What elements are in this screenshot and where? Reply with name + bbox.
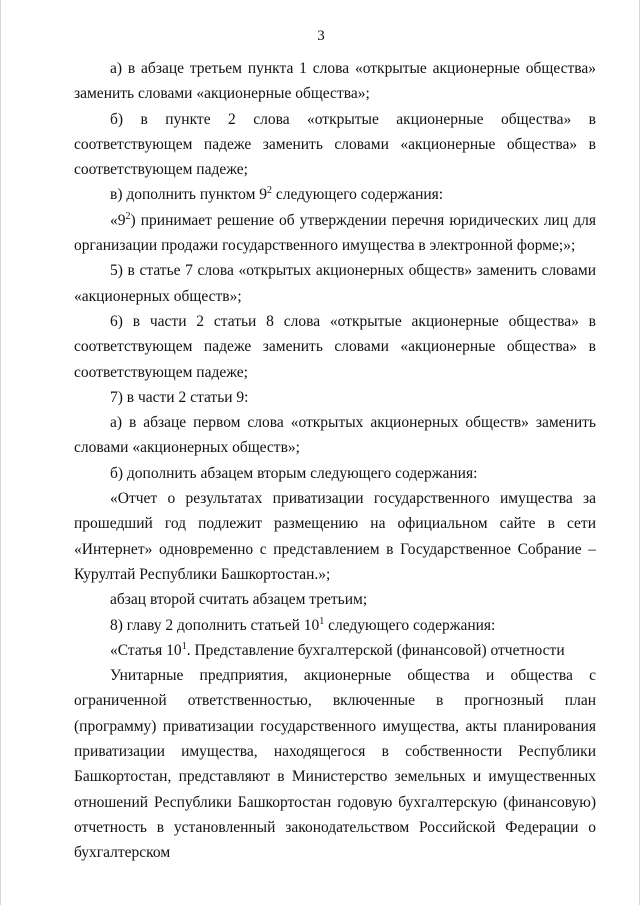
paragraph-text: следующего содержания: xyxy=(324,616,496,634)
paragraph-text: . Представление бухгалтерской (финансовой) отчетности xyxy=(186,641,565,659)
superscript: 1 xyxy=(319,615,325,627)
document-body xyxy=(74,56,596,866)
paragraph-text: 8) главу 2 дополнить статьей 10 xyxy=(110,616,320,634)
superscript: 2 xyxy=(267,185,272,197)
paragraph-text: Унитарные предприятия, акционерные общества и общества с ограниченной ответственностью, включенные в прогнозный план (программу) приватизации государственного имущества, акты планирования приватизации имущества, находящегося в собственности Республики Башкортостан, представляют в Министерство земельных и имущественных отношений Республики Башкортостан годовую бухгалтерскую (финансовую) отчетность в установленный законодательством Российской Федерации о бухгалтерском xyxy=(74,667,596,862)
paragraph-text: следующего содержания: xyxy=(272,186,444,204)
superscript: 1 xyxy=(181,640,187,652)
paragraph xyxy=(74,309,596,385)
paragraph-text: 7) в части 2 статьи 9: xyxy=(110,388,249,406)
paragraph xyxy=(74,56,596,107)
paragraph-text: а) в абзаце третьем пункта 1 слова «открытые акционерные общества» заменить словами «акционерные общества»; xyxy=(74,60,596,103)
superscript: 2 xyxy=(125,210,131,222)
paragraph xyxy=(74,410,596,461)
paragraph xyxy=(74,208,596,259)
paragraph-text: «9 xyxy=(110,211,126,229)
paragraph-text: а) в абзаце первом слова «открытых акционерных обществ» заменить словами «акционерных обществ»; xyxy=(74,414,596,457)
paragraph xyxy=(74,638,596,663)
paragraph xyxy=(74,613,596,638)
paragraph xyxy=(74,182,596,207)
paragraph-text: 5) в статье 7 слова «открытых акционерных обществ» заменить словами «акционерных обществ»; xyxy=(74,262,596,305)
paragraph xyxy=(74,107,596,183)
paragraph xyxy=(74,663,596,865)
paragraph xyxy=(74,587,596,612)
paragraph-text: в) дополнить пунктом 9 xyxy=(110,186,267,204)
paragraph-text: «Статья 10 xyxy=(110,641,182,659)
paragraph-text: абзац второй считать абзацем третьим; xyxy=(110,591,368,609)
paragraph xyxy=(74,258,596,309)
paragraph-text: «Отчет о результатах приватизации государственного имущества за прошедший год подлежит размещению на официальном сайте в сети «Интернет» одновременно с представлением в Государственное Собрание – Курултай Республики Башкортостан.»; xyxy=(74,490,596,583)
page-number: 3 xyxy=(317,28,325,44)
paragraph xyxy=(74,385,596,410)
paragraph-text: ) принимает решение об утверждении перечня юридических лиц для организации продажи государственного имущества в электронной форме;»; xyxy=(74,211,596,255)
paragraph xyxy=(74,486,596,587)
paragraph-text: б) в пункте 2 слова «открытые акционерные общества» в соответствующем падеже заменить словами «акционерные общества» в соответствующем падеже; xyxy=(74,110,596,179)
paragraph-text: 6) в части 2 статьи 8 слова «открытые акционерные общества» в соответствующем падеже заменить словами «акционерные общества» в соответствующем падеже; xyxy=(74,312,596,381)
paragraph-text: б) дополнить абзацем вторым следующего содержания: xyxy=(110,464,478,482)
paragraph xyxy=(74,461,596,486)
